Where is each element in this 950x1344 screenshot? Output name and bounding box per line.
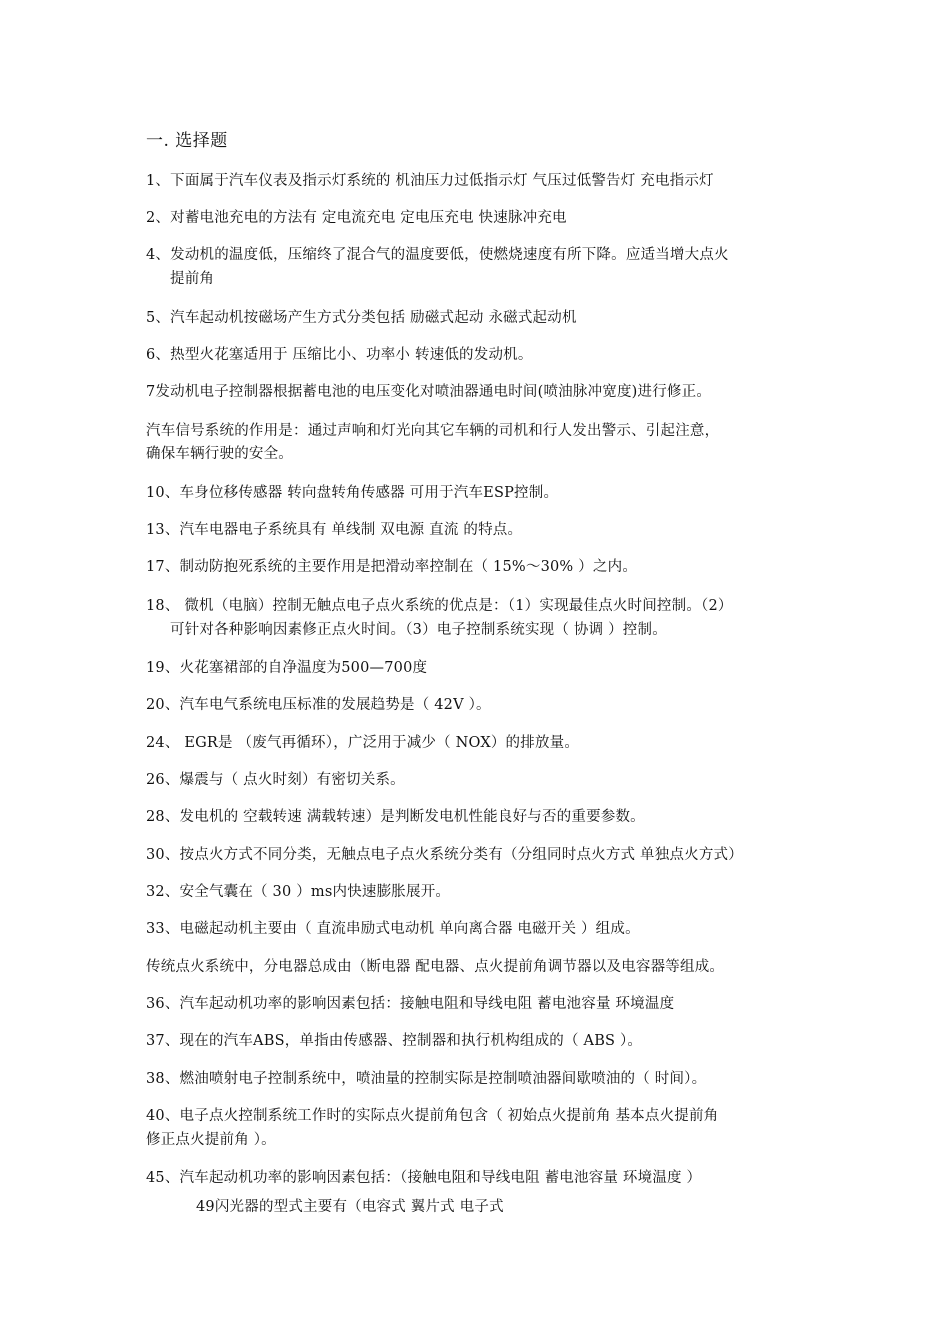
question-40: 40、电子点火控制系统工作时的实际点火提前角包含（ 初始点火提前角 基本点火提前角 [146, 1108, 719, 1124]
question-1: 1、下面属于汽车仪表及指示灯系统的 机油压力过低指示灯 气压过低警告灯 充电指示灯 [146, 173, 714, 189]
question-30: 30、按点火方式不同分类，无触点电子点火系统分类有（分组同时点火方式 单独点火方式） [146, 847, 743, 863]
signal-system-statement: 汽车信号系统的作用是：通过声响和灯光向其它车辆的司机和行人发出警示、引起注意， [146, 423, 720, 439]
question-6: 6、热型火花塞适用于 压缩比小、功率小 转速低的发动机。 [146, 347, 533, 363]
question-38: 38、燃油喷射电子控制系统中，喷油量的控制实际是控制喷油器间歇喷油的（ 时间）。 [146, 1071, 707, 1087]
question-10: 10、车身位移传感器 转向盘转角传感器 可用于汽车ESP控制。 [146, 485, 559, 501]
question-18-continued: 可针对各种影响因素修正点火时间。（3）电子控制系统实现（ 协调 ）控制。 [170, 622, 667, 638]
question-19: 19、火花塞裙部的自净温度为500—700度 [146, 660, 428, 676]
question-40-continued: 修正点火提前角 ）。 [146, 1132, 276, 1148]
question-13: 13、汽车电器电子系统具有 单线制 双电源 直流 的特点。 [146, 522, 523, 538]
question-28: 28、发电机的 空载转速 满载转速）是判断发电机性能良好与否的重要参数。 [146, 809, 645, 825]
question-17: 17、制动防抱死系统的主要作用是把滑动率控制在（ 15%～30% ）之内。 [146, 559, 638, 575]
signal-system-statement-continued: 确保车辆行驶的安全。 [146, 446, 293, 462]
distributor-statement: 传统点火系统中，分电器总成由（断电器 配电器、点火提前角调节器以及电容器等组成。 [146, 959, 725, 975]
question-32: 32、安全气囊在（ 30 ）ms内快速膨胀展开。 [146, 884, 451, 900]
question-36: 36、汽车起动机功率的影响因素包括：接触电阻和导线电阻 蓄电池容量 环境温度 [146, 996, 675, 1012]
question-18: 18、 微机（电脑）控制无触点电子点火系统的优点是：（1）实现最佳点火时间控制。（2） [146, 598, 733, 614]
question-24: 24、 EGR是 （废气再循环），广泛用于减少（ NOX）的排放量。 [146, 735, 580, 751]
question-26: 26、爆震与（ 点火时刻）有密切关系。 [146, 772, 405, 788]
question-49: 49闪光器的型式主要有（电容式 翼片式 电子式 [196, 1199, 504, 1215]
section-heading: 一. 选择题 [146, 131, 228, 151]
question-20: 20、汽车电气系统电压标准的发展趋势是（ 42V ）。 [146, 697, 491, 713]
question-4: 4、发动机的温度低，压缩终了混合气的温度要低，使燃烧速度有所下降。应适当增大点火 [146, 247, 729, 263]
question-4-continued: 提前角 [170, 271, 215, 287]
question-2: 2、对蓄电池充电的方法有 定电流充电 定电压充电 快速脉冲充电 [146, 210, 567, 226]
question-45: 45、汽车起动机功率的影响因素包括：（接触电阻和导线电阻 蓄电池容量 环境温度 ） [146, 1170, 702, 1186]
question-5: 5、汽车起动机按磁场产生方式分类包括 励磁式起动 永磁式起动机 [146, 310, 577, 326]
question-37: 37、现在的汽车ABS，单指由传感器、控制器和执行机构组成的（ ABS ）。 [146, 1033, 643, 1049]
question-33: 33、电磁起动机主要由（ 直流串励式电动机 单向离合器 电磁开关 ）组成。 [146, 921, 640, 937]
question-7: 7发动机电子控制器根据蓄电池的电压变化对喷油器通电时间(喷油脉冲宽度)进行修正。 [146, 384, 712, 400]
